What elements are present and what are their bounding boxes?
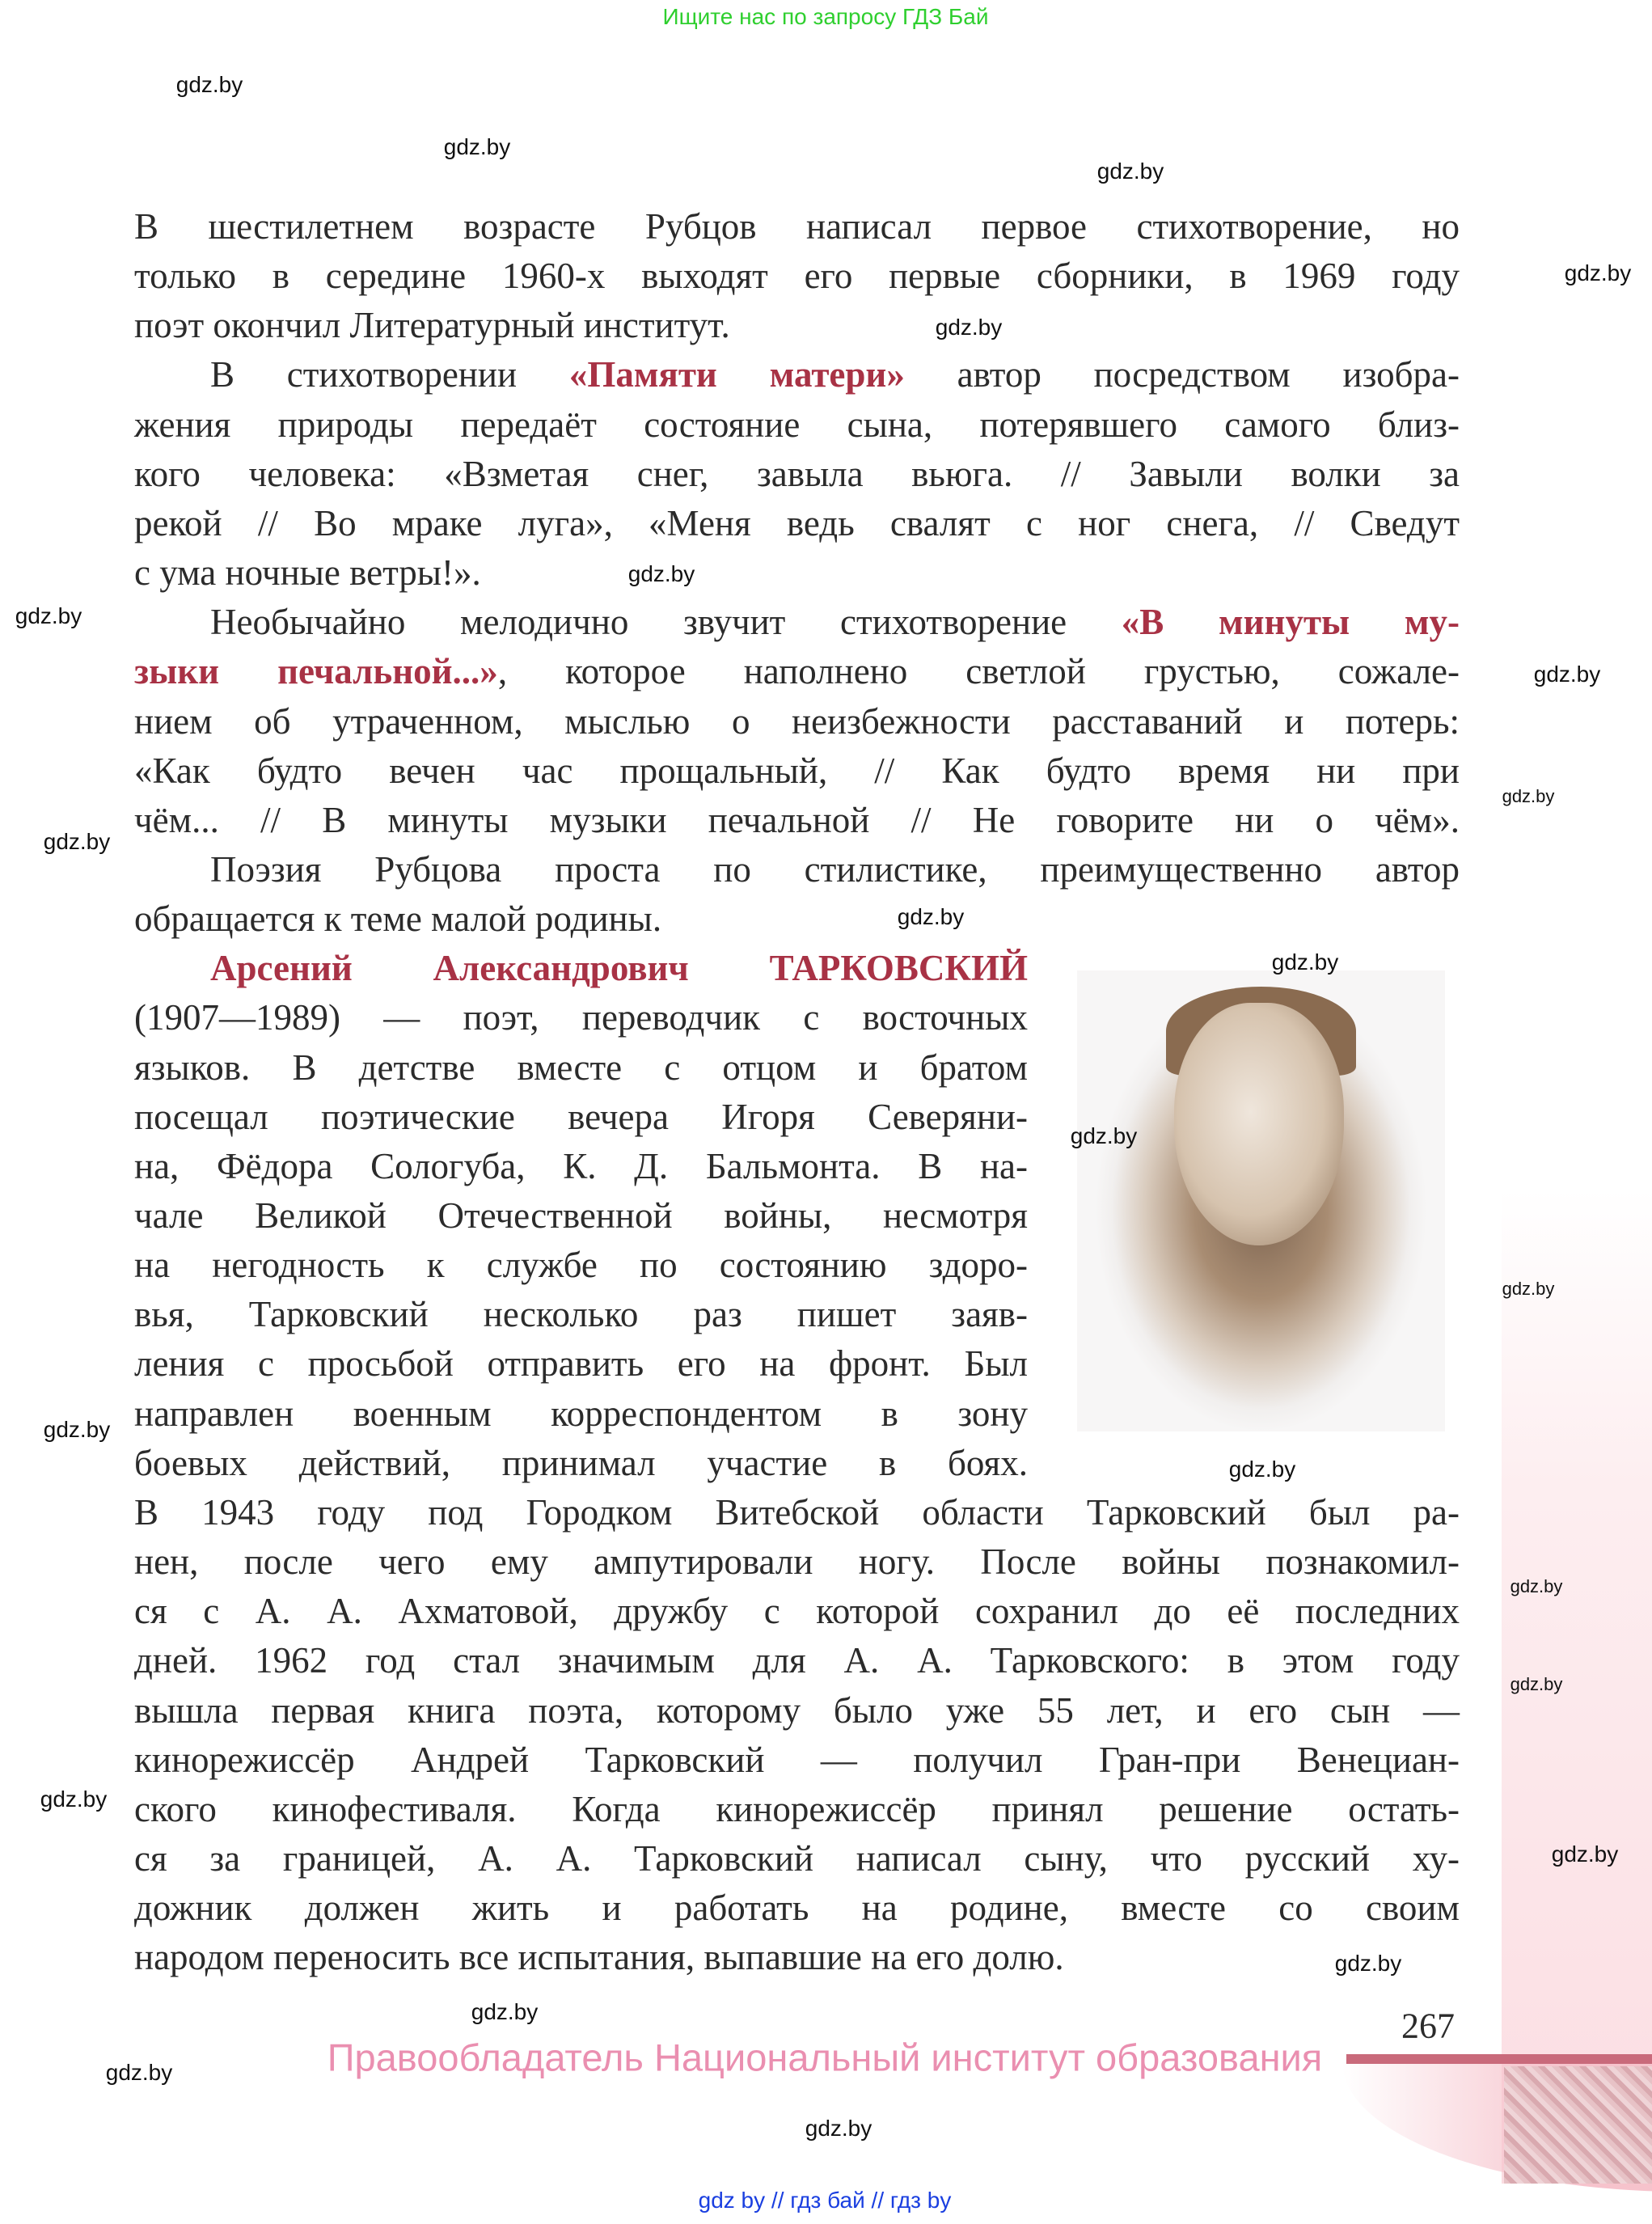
text-line: [134, 450, 1460, 499]
page-number: 267: [1401, 2006, 1455, 2046]
text-segment: В 1943 году под Городком Витебской области Тарковский был ра-: [134, 1491, 1460, 1533]
watermark: gdz.by: [175, 72, 243, 97]
text-segment: кого человека: «Взметая снег, завыла вьюга. // Завыли волки за: [134, 453, 1460, 494]
text-line: [134, 1933, 1460, 1982]
text-segment: Поэзия Рубцова проста по стилистике, преимущественно автор: [210, 848, 1460, 890]
text-segment: только в середине 1960-х выходят его первые сборники, в 1969 году: [134, 256, 1460, 297]
watermark: gdz.by: [43, 1417, 111, 1442]
watermark: gdz.by: [1510, 1674, 1563, 1694]
watermark: gdz.by: [443, 134, 511, 159]
text-segment: обращается к теме малой родины.: [134, 898, 662, 940]
text-line: [134, 1785, 1460, 1834]
text-segment: жения природы передаёт состояние сына, потерявшего самого близ-: [134, 404, 1460, 445]
text-segment: дожник должен жить и работать на родине, вместе со своим: [134, 1888, 1460, 1929]
watermark: gdz.by: [1096, 159, 1164, 184]
footer-links[interactable]: gdz by // гдз бай // гдз by: [698, 2188, 952, 2213]
text-segment: ся с А. А. Ахматовой, дружбу с которой сохранил до её последних: [134, 1591, 1460, 1632]
highlighted-title: зыки печальной...»: [134, 651, 498, 692]
text-line: [134, 1339, 1028, 1389]
text-line: [134, 1439, 1028, 1488]
portrait-photo: [1077, 970, 1445, 1431]
text-segment: чале Великой Отечественной войны, несмотря: [134, 1195, 1028, 1236]
text-segment: поэт окончил Литературный институт.: [134, 305, 730, 346]
watermark: gdz.by: [627, 561, 695, 586]
watermark: gdz.by: [1533, 662, 1601, 687]
watermark: gdz.by: [1510, 1576, 1563, 1596]
text-segment: на, Фёдора Сологуба, К. Д. Бальмонта. В на-: [134, 1145, 1028, 1186]
text-segment: направлен военным корреспондентом в зону: [134, 1393, 1028, 1434]
text-segment: автор посредством изобра-: [904, 354, 1460, 395]
text-segment: ления с просьбой отправить его на фронт. Был: [134, 1343, 1028, 1385]
text-line: [134, 499, 1460, 548]
watermark: gdz.by: [15, 603, 82, 628]
text-segment: ского кинофестиваля. Когда кинорежиссёр принял решение остать-: [134, 1788, 1460, 1829]
watermark: gdz.by: [935, 315, 1003, 340]
text-line: [134, 1043, 1028, 1093]
text-segment: рекой // Во мраке луга», «Меня ведь свалят с ног снега, // Сведут: [134, 502, 1460, 543]
text-line: [134, 1636, 1460, 1685]
text-line: [134, 1587, 1460, 1636]
search-hint: Ищите нас по запросу ГДЗ Бай: [662, 4, 989, 29]
text-segment: (1907—1989) — поэт, переводчик с восточных: [134, 997, 1028, 1038]
watermark: gdz.by: [1551, 1841, 1619, 1867]
text-line: [134, 1834, 1460, 1884]
text-line: [134, 598, 1460, 647]
page-corner-texture: [1504, 2066, 1652, 2184]
copyright-notice: Правообладатель Национальный институт образования: [327, 2036, 1323, 2079]
text-line: [134, 1142, 1028, 1191]
text-segment: с ума ночные ветры!».: [134, 552, 481, 594]
highlighted-title: Арсений Александрович ТАРКОВСКИЙ: [210, 948, 1028, 989]
text-line: [134, 1093, 1028, 1142]
text-line: [134, 1488, 1460, 1537]
text-line: [134, 400, 1460, 450]
text-line: [134, 1537, 1460, 1587]
text-segment: кинорежиссёр Андрей Тарковский — получил Гран-при Венециан-: [134, 1739, 1460, 1780]
text-line: [134, 1290, 1028, 1339]
watermark: gdz.by: [1334, 1951, 1402, 1976]
watermark: gdz.by: [40, 1786, 108, 1812]
text-line: [134, 301, 1460, 350]
text-line: [134, 894, 1460, 944]
watermark: gdz.by: [43, 829, 111, 854]
portrait-face: [1174, 1003, 1344, 1245]
text-segment: вья, Тарковский несколько раз пишет заяв-: [134, 1294, 1028, 1335]
watermark: gdz.by: [1502, 786, 1555, 806]
text-line: [134, 746, 1460, 796]
text-line: [134, 845, 1460, 894]
text-segment: посещал поэтические вечера Игоря Северяни-: [134, 1096, 1028, 1137]
watermark: gdz.by: [1564, 260, 1632, 285]
text-line: [134, 1884, 1460, 1933]
page-divider-line: [1346, 2054, 1652, 2064]
text-line: [134, 993, 1028, 1042]
text-segment: языков. В детстве вместе с отцом и братом: [134, 1046, 1028, 1088]
text-line: [134, 350, 1460, 400]
text-segment: нием об утраченном, мыслью о неизбежности расставаний и потерь:: [134, 700, 1460, 742]
text-segment: В стихотворении: [210, 354, 569, 395]
text-segment: на негодность к службе по состоянию здоро-: [134, 1245, 1028, 1286]
text-segment: чём... // В минуты музыки печальной // Не говорите ни о чём».: [134, 799, 1460, 840]
text-line: [134, 202, 1460, 252]
watermark: gdz.by: [805, 2116, 872, 2141]
watermark: gdz.by: [1502, 1279, 1555, 1299]
text-segment: дней. 1962 год стал значимым для А. А. Тарковского: в этом году: [134, 1640, 1460, 1681]
highlighted-title: «Памяти матери»: [568, 354, 905, 395]
text-line: [134, 1736, 1460, 1785]
text-segment: боевых действий, принимал участие в боях.: [134, 1442, 1028, 1483]
watermark: gdz.by: [471, 1999, 539, 2024]
text-segment: вышла первая книга поэта, которому было уже 55 лет, и его сын —: [134, 1689, 1460, 1731]
text-line: [134, 252, 1460, 301]
text-segment: ся за границей, А. А. Тарковский написал сыну, что русский ху-: [134, 1837, 1460, 1879]
text-line: [134, 796, 1460, 845]
text-line: [134, 1686, 1460, 1736]
watermark: gdz.by: [1070, 1123, 1138, 1148]
text-line: [134, 1389, 1028, 1439]
text-segment: народом переносить все испытания, выпавшие на его долю.: [134, 1937, 1064, 1978]
text-line: [134, 548, 1460, 598]
watermark: gdz.by: [897, 904, 965, 929]
text-line: [134, 697, 1460, 746]
text-segment: , которое наполнено светлой грустью, сожале-: [497, 651, 1460, 692]
text-line: [134, 944, 1028, 993]
watermark: gdz.by: [1228, 1457, 1296, 1482]
text-line: [134, 1241, 1028, 1290]
text-line: [134, 647, 1460, 696]
watermark: gdz.by: [105, 2060, 173, 2085]
text-line: [134, 1191, 1028, 1241]
text-segment: нен, после чего ему ампутировали ногу. После войны познакомил-: [134, 1541, 1460, 1583]
text-segment: Необычайно мелодично звучит стихотворение: [210, 602, 1122, 643]
watermark: gdz.by: [1271, 949, 1339, 975]
text-segment: «Как будто вечен час прощальный, // Как будто время ни при: [134, 750, 1460, 791]
text-segment: В шестилетнем возрасте Рубцов написал первое стихотворение, но: [134, 206, 1460, 247]
highlighted-title: «В минуты му-: [1121, 602, 1460, 643]
